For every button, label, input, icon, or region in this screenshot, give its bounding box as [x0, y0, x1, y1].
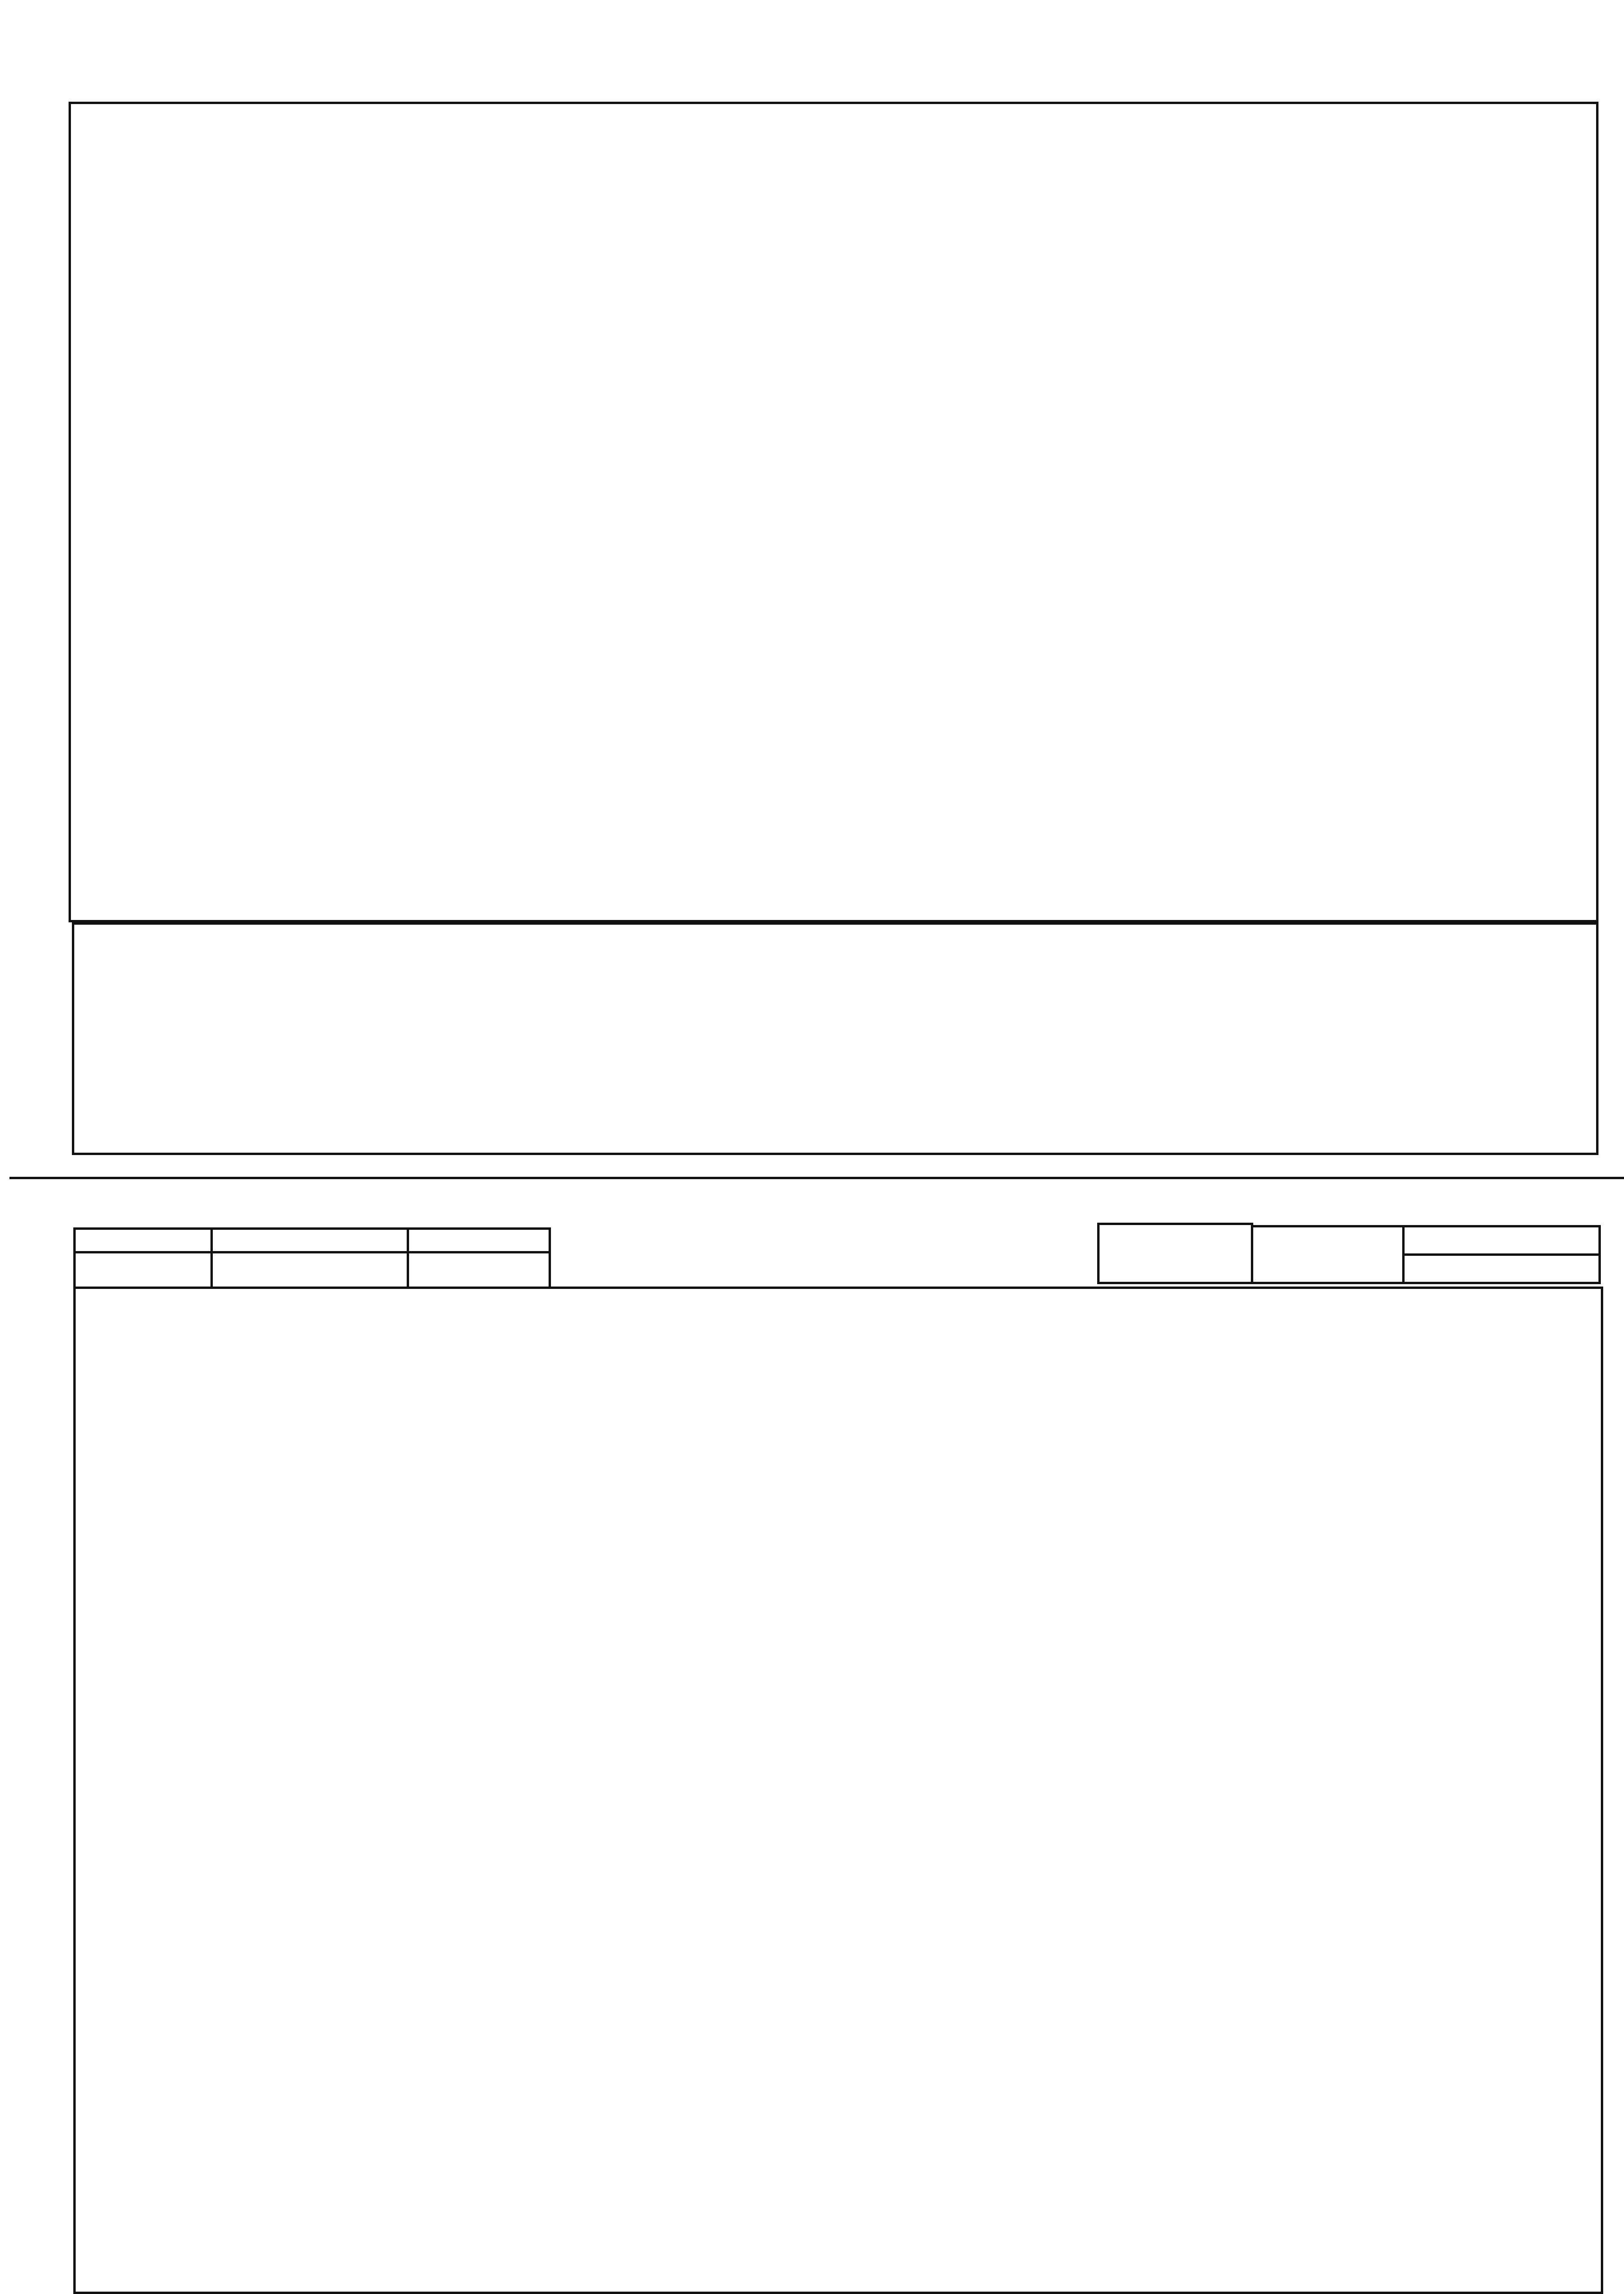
table-frame	[69, 102, 1598, 922]
operator-hline	[1402, 1253, 1601, 1256]
title-block-frame	[72, 922, 1598, 1155]
sheet-divider	[9, 1177, 1624, 1179]
inv-box-vline-2	[407, 1227, 409, 1289]
blank-table-frame	[73, 1287, 1603, 2294]
inv-box-hline	[73, 1251, 551, 1253]
inv-box-vline-1	[210, 1227, 213, 1289]
epvc-box	[1097, 1223, 1253, 1284]
inv-box	[73, 1227, 551, 1289]
